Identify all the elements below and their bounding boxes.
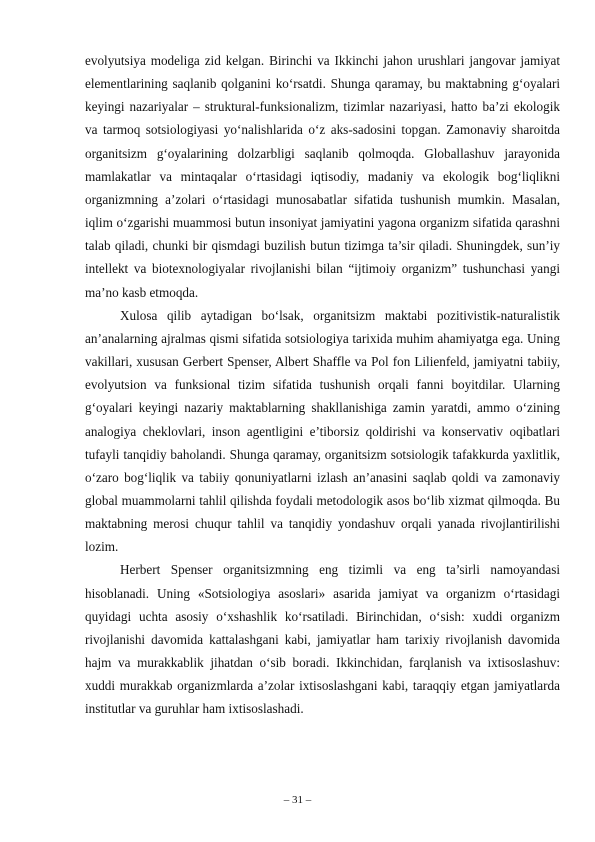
- paragraph-spencer: Herbert Spenser organitsizmning eng tizimli va eng ta’sirli namoyandasi hisoblanadi. Uning «Sotsiologiya asoslari» asarida jamiyat va organizm o‘rtasidagi quyidagi uchta asosiy o‘xshashlik ko‘rsatiladi. Birinchidan, o‘sish: xuddi organizm rivojlanishi davomida kattalashgani kabi, jamiyatlar ham tarixiy rivojlanish davomida hajm va murakkablik jihatdan o‘sib boradi. Ikkinchidan, farqlanish va ixtisoslashuv: xuddi murakkab organizmlarda a’zolar ixtisoslashgani kabi, taraqqiy etgan jamiyatlarda institutlar va guruhlar ham ixtisoslashadi.: [85, 562, 560, 717]
- page-number: – 31 –: [283, 794, 312, 806]
- body-text: [85, 49, 560, 721]
- paragraph-conclusion: Xulosa qilib aytadigan bo‘lsak, organitsizm maktabi pozitivistik-naturalistik an’analarning ajralmas qismi sifatida sotsiologiya tarixida muhim ahamiyatga ega. Uning vakillari, xususan Gerbert Spenser, Albert Shaffle va Pol fon Lilienfeld, jamiyatni tabiiy, evolyutsion va funksional tizim sifatida tushunish orqali fanni boyitdilar. Ularning g‘oyalari keyingi nazariy maktablarning shakllanishiga zamin yaratdi, ammo o‘zining analogiya cheklovlari, inson agentligini e’tiborsiz qoldirishi va konservativ oqibatlari tufayli tanqidiy baholandi. Shunga qaramay, organitsizm sotsiologik tafakkurda yaxlitlik, o‘zaro bog‘liqlik va tabiiy qonuniyatlarni izlash an’anasini saqlab qoldi va zamonaviy global muammolarni tahlil qilishda foydali metodologik asos bo‘lib xizmat qilmoqda. Bu maktabning merosi chuqur tahlil va tanqidiy yondashuv orqali yanada rivojlantirilishi lozim.: [85, 307, 560, 555]
- paragraph-continuation: evolyutsiya modeliga zid kelgan. Birinchi va Ikkinchi jahon urushlari jangovar jamiyat elementlarining saqlanib qolganini ko‘rsatdi. Shunga qaramay, bu maktabning g‘oyalari keyingi nazariyalar – struktural-funksionalizm, tizimlar nazariyasi, hatto ba’zi ekologik va tarmoq sotsiologiyasi yo‘nalishlarida o‘z aks-sadosini topgan. Zamonaviy sharoitda organitsizm g‘oyalarining dolzarbligi saqlanib qolmoqda. Globallashuv jarayonida mamlakatlar va mintaqalar o‘rtasidagi iqtisodiy, madaniy va ekologik bog‘liqlikni organizmning a’zolari o‘rtasidagi munosabatlar sifatida tushunish mumkin. Masalan, iqlim o‘zgarishi muammosi butun insoniyat jamiyatini yagona organizm sifatida qarashni talab qiladi, chunki bir qismdagi buzilish butun tizimga ta’sir qiladi. Shuningdek, sun’iy intellekt va biotexnologiyalar rivojlanishi bilan “ijtimoiy organizm” tushunchasi yangi ma’no kasb etmoqda.: [85, 53, 560, 300]
